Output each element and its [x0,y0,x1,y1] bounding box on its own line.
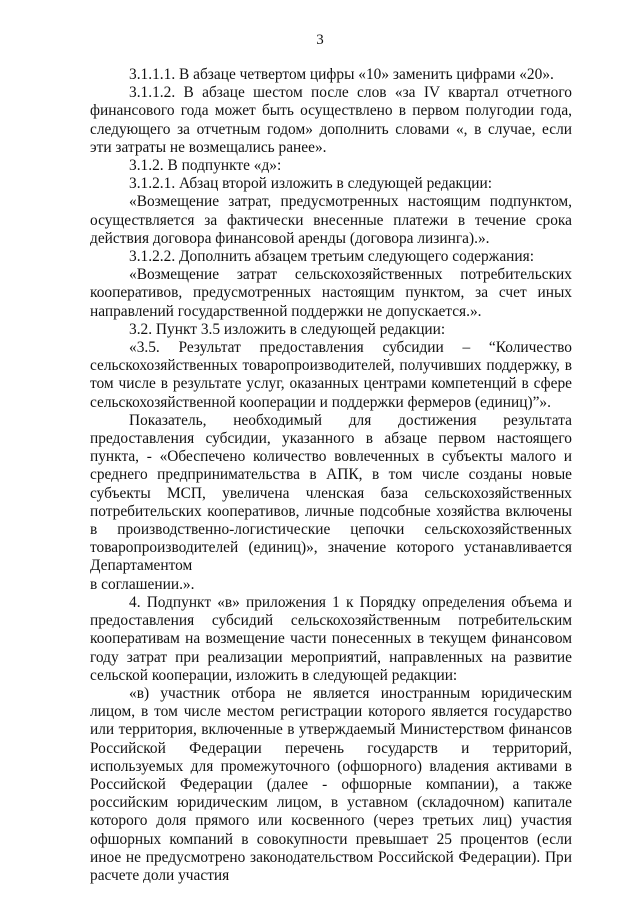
paragraph-3-1-1-1: 3.1.1.1. В абзаце четвертом цифры «10» заменить цифрами «20». [129,66,554,83]
paragraph-quote-cooperatives: «Возмещение затрат сельскохозяйственных потребительских кооперативов, предусмотренных настоящим пунктом, за счет иных направлений государственной поддержки не допускается.». [90,266,572,320]
document-body [90,66,572,885]
paragraph-3-1-2-1: 3.1.2.1. Абзац второй изложить в следующей редакции: [129,175,493,193]
paragraph-3-5-result: «3.5. Результат предоставления субсидии – “Количество сельскохозяйственных товаропроизводителей, получивших поддержку, в том числе в результате услуг, оказанных центрами компетенций в сфере сельскохозяйственной кооперации и поддержки фермеров (единиц)”». [90,339,572,411]
paragraph-3-2: 3.2. Пункт 3.5 изложить в следующей редакции: [129,320,446,338]
paragraph-4: 4. Подпункт «в» приложения 1 к Порядку определения объема и предоставления субсидий сельскохозяйственным потребительским кооперативам на возмещение части понесенных в текущем финансовом году затрат при реализации мероприятий, направленных на развитие сельской кооперации, изложить в следующей редакции: [90,593,572,684]
page-number: 3 [316,32,324,48]
paragraph-in-agreement: в соглашении.». [90,575,195,593]
paragraph-3-1-1-2: 3.1.1.2. В абзаце шестом после слов «за IV квартал отчетного финансового года может быть осуществлено в первом полугодии года, следующего за отчетным годом» дополнить словами «, в случае, если эти затраты не возмещались ранее». [90,84,572,156]
paragraph-3-1-2: 3.1.2. В подпункте «д»: [129,157,282,175]
paragraph-3-1-2-2: 3.1.2.2. Дополнить абзацем третьим следующего содержания: [129,248,534,266]
paragraph-quote-reimbursement: «Возмещение затрат, предусмотренных настоящим подпунктом, осуществляется за фактически внесенные платежи в течение срока действия договора финансовой аренды (договора лизинга).». [90,193,572,247]
paragraph-subitem-v: «в) участник отбора не является иностранным юридическим лицом, в том числе местом регистрации которого является государство или территория, включенные в утверждаемый Министерством финансов Российской Федерации перечень государств и территорий, используемых для промежуточного (офшорного) владения активами в Российской Федерации (далее - офшорные компании), а также российским юридическим лицом, в уставном (складочном) капитале которого доля прямого или косвенного (через третьих лиц) участия офшорных компаний в совокупности превышает 25 процентов (если иное не предусмотрено законодательством Российской Федерации). При расчете доли участия [90,684,572,884]
paragraph-indicator: Показатель, необходимый для достижения результата предоставления субсидии, указанного в абзаце первом настоящего пункта, - «Обеспечено количество вовлеченных в субъекты малого и среднего предпринимательства в АПК, в том числе созданы новые субъекты МСП, увеличена членская база сельскохозяйственных потребительских кооперативов, личные подсобные хозяйства включены в производственно-логистические цепочки сельскохозяйственных товаропроизводителей (единиц)», значение которого устанавливается Департаментом [90,411,572,575]
